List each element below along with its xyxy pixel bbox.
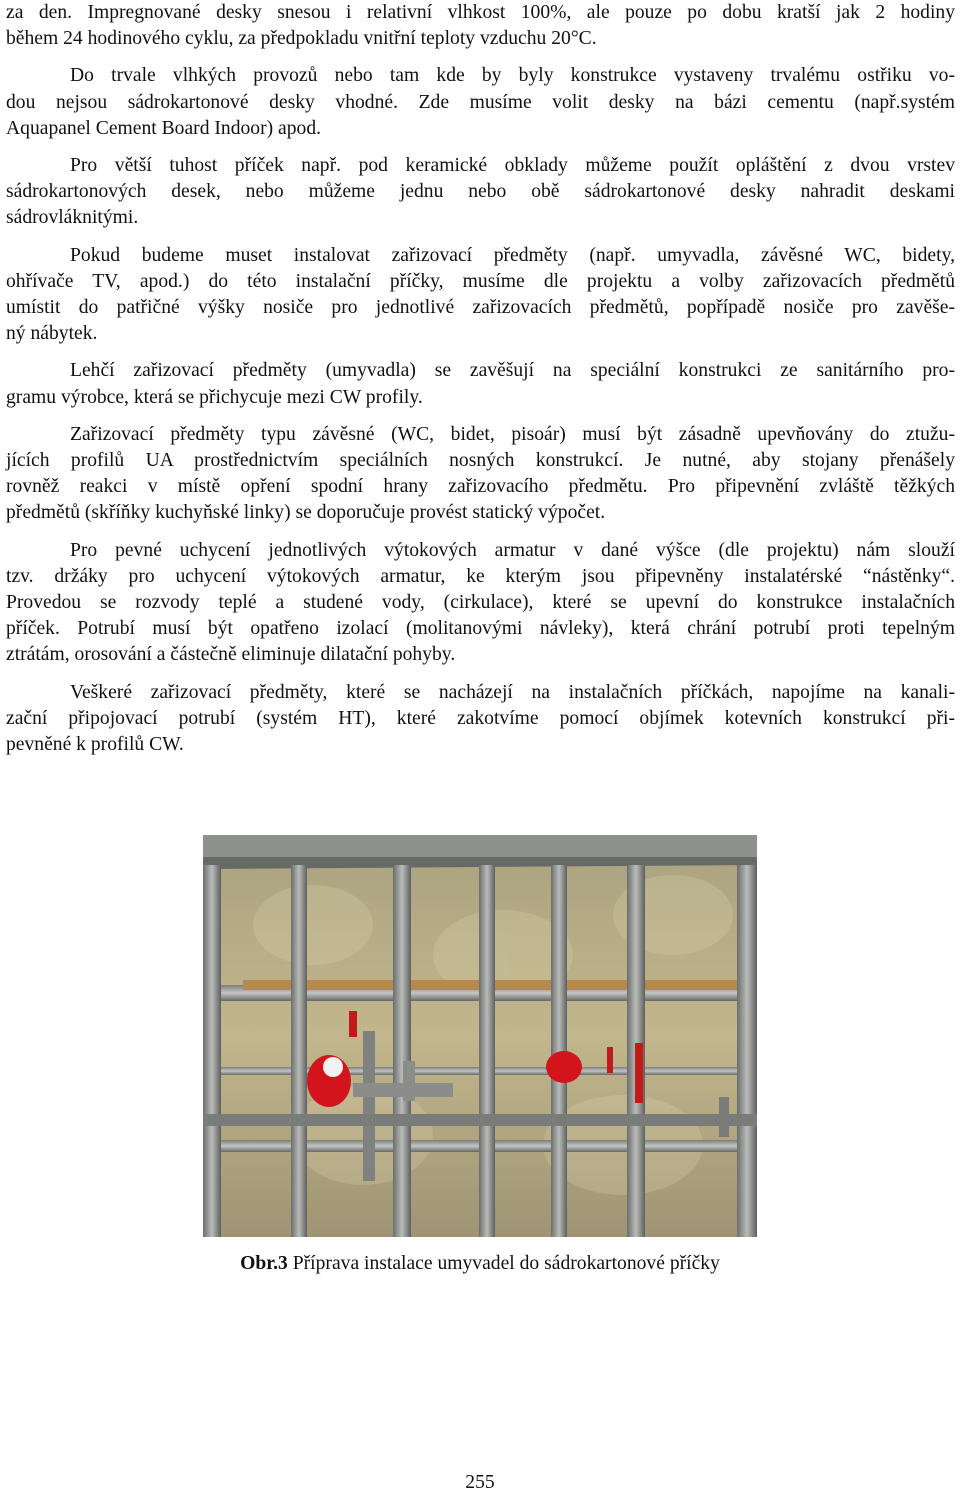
text-line: ztrátám, orosování a částečně eliminuje dilatační pohyby. [6,644,456,666]
body-text [6,0,955,758]
paragraph-8 [6,680,955,759]
paragraph-1 [6,0,955,52]
paragraph-4 [6,243,955,348]
text-line: příček. Potrubí musí být opatřeno izolací (molitanovými návleky), která chrání potrubí proti tepelným [6,618,955,640]
text-line: Aquapanel Cement Board Indoor) apod. [6,117,322,139]
paragraph-3 [6,153,955,232]
text-line: jících profilů UA prostřednictvím speciálních nosných konstrukcí. Je nutné, aby stojany přenášely [6,450,955,472]
text-line: ný nábytek. [6,323,98,345]
text-line: rovněž reakci v místě opření spodní hrany zařizovacího předmětu. Pro připevnění zvláště těžkých [6,476,955,498]
paragraph-2 [6,63,955,142]
text-line: Provedou se rozvody teplé a studené vody, (cirkulace), které se upevní do konstrukce instalačních [6,592,955,614]
text-line: umístit do patřičné výšky nosiče pro jednotlivé zařizovacích předmětů, popřípadě nosiče pro zavěše- [6,297,955,319]
photo-illustration [203,835,757,1237]
text-line: dou nejsou sádrokartonové desky vhodné. Zde musíme volit desky na bázi cementu (např.systém [6,91,955,113]
paragraph-6 [6,422,955,527]
text-line: Veškeré zařizovací předměty, které se nacházejí na instalačních příčkách, napojíme na kanali- [70,681,955,703]
text-line: Zařizovací předměty typu závěsné (WC, bidet, pisoár) musí být zásadně upevňovány do ztužu- [70,423,955,445]
text-line: zační připojovací potrubí (systém HT), které zakotvíme pomocí objímek kotevních konstrukcí při- [6,707,955,729]
text-line: sádrovláknitými. [6,207,139,229]
figure-caption [0,1251,960,1277]
text-line: gramu výrobce, která se přichycuje mezi CW profily. [6,386,423,408]
text-line: ohřívače TV, apod.) do této instalační příčky, musíme dle projektu a volby zařizovacích předmětů [6,270,955,292]
text-line: pevněné k profilů CW. [6,734,184,756]
text-line: sádrokartonových desek, nebo můžeme jednu nebo obě sádrokartonové desky nahradit deskami [6,181,955,203]
paragraph-5 [6,358,955,410]
text-line: Pokud budeme muset instalovat zařizovací předměty (např. umyvadla, závěsné WC, bidety, [70,244,955,266]
text-line: Lehčí zařizovací předměty (umyvadla) se zavěšují na speciální konstrukci ze sanitárního pro- [70,360,955,382]
text-line: během 24 hodinového cyklu, za předpokladu vnitřní teploty vzduchu 20°C. [6,28,597,50]
text-line: Do trvale vlhkých provozů nebo tam kde by byly konstrukce vystaveny trvalému ostřiku vo- [70,65,955,87]
text-line: za den. Impregnované desky snesou i relativní vlhkost 100%, ale pouze po dobu kratší jak 2 hodiny [6,2,955,23]
text-line: Pro větší tuhost příček např. pod keramické obklady můžeme použít opláštění z dvou vrstev [70,155,955,177]
page-number: 255 [465,1472,495,1493]
paragraph-7 [6,538,955,669]
text-line: předmětů (skříňky kuchyňské linky) se doporučuje provést statický výpočet. [6,502,606,524]
text-line: Pro pevné uchycení jednotlivých výtokových armatur v dané výšce (dle projektu) nám slouží [70,539,955,561]
figure-caption-text: Příprava instalace umyvadel do sádrokartonové příčky [287,1253,720,1274]
installation-photo [203,835,757,1237]
figure-label: Obr.3 [240,1253,288,1274]
text-line: tzv. držáky pro uchycení výtokových armatur, ke kterým jsou připevněny instalatérské “nástěnky“. [6,565,955,587]
